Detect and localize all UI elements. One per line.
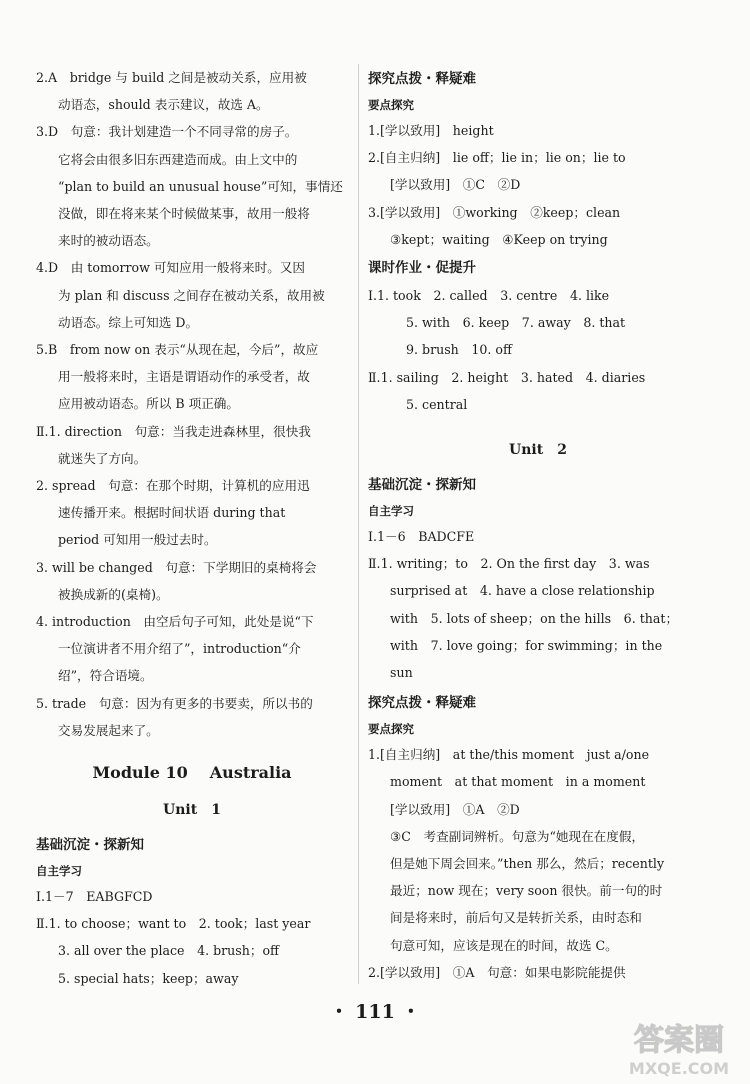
section-heading: 基础沉淀・探新知	[368, 477, 476, 494]
right-column	[368, 64, 708, 986]
answer-line: 4. introduction 由空后句子可知，此处是说“下	[36, 614, 314, 630]
answer-line: 速传播开来。根据时间状语 during that	[58, 505, 286, 521]
answer-line: 5. trade 句意：因为有更多的书要卖，所以书的	[36, 695, 313, 711]
answer-line: 来时的被动语态。	[58, 233, 159, 249]
answers-list-left	[36, 64, 348, 744]
unit-1-answers	[36, 883, 348, 992]
answer-line: 3. all over the place 4. brush；off	[58, 943, 279, 959]
left-column	[36, 64, 348, 992]
answer-line: 交易发展起来了。	[58, 722, 159, 738]
unit-2-title	[368, 436, 708, 464]
answer-line: 用一般将来时，主语是谓语动作的承受者，故	[58, 369, 310, 385]
section-heading: 探究点拨・释疑难	[368, 71, 476, 87]
key-points-answers	[368, 117, 708, 253]
answer-line: with 7. love going；for swimming；in the	[390, 637, 663, 653]
watermark-logo	[617, 1016, 742, 1080]
answer-line: 5. central	[406, 396, 468, 412]
answer-line: 2.A bridge 与 build 之间是被动关系，应用被	[36, 70, 307, 85]
answer-line: 应用被动语态。所以 B 项正确。	[58, 396, 239, 412]
answer-line: 间是将来时，前后句又是转折关系，由时态和	[390, 910, 642, 926]
answer-line: 5. special hats；keep；away	[58, 970, 239, 986]
answer-line: Ⅱ.1. direction 句意：当我走进森林里，很快我	[36, 423, 311, 439]
section-heading: 基础沉淀・探新知	[36, 837, 144, 854]
answer-line: 2.[学以致用] ①A 句意：如果电影院能提供	[368, 964, 626, 980]
answer-line: 动语态。综上可知选 D。	[58, 314, 199, 330]
answer-line: with 5. lots of sheep；on the hills 6. that；	[390, 610, 679, 626]
homework-heading: 课时作业・促提升	[368, 260, 476, 277]
subsection-heading: 要点探究	[368, 722, 414, 737]
answer-line: 绍”，符合语境。	[58, 668, 153, 684]
answer-line: 2.[自主归纳] lie off；lie in；lie on；lie to	[368, 150, 626, 166]
module-title	[36, 758, 348, 788]
subsection-heading: 自主学习	[36, 864, 82, 879]
unit-label: Unit	[509, 442, 544, 459]
answer-line: 3. will be changed 句意：下学期旧的桌椅将会	[36, 559, 317, 575]
answer-line: sun	[390, 665, 413, 681]
answer-line: 句意可知，应该是现在的时间，故选 C。	[390, 937, 618, 953]
answer-line: Ⅰ.1－7 EABGFCD	[36, 889, 153, 905]
answer-line: 9. brush 10. off	[406, 342, 512, 358]
answer-line: ③C 考查副词辨析。句意为“她现在在度假，	[390, 828, 645, 844]
answer-line: moment at that moment in a moment	[390, 774, 646, 790]
answer-line: [学以致用] ①C ②D	[390, 177, 521, 193]
answer-line: 最近；now 现在；very soon 很快。前一句的时	[390, 883, 663, 899]
answer-line: surprised at 4. have a close relationship	[390, 583, 655, 599]
answer-line: 3.D 句意：我计划建造一个不同寻常的房子。	[36, 124, 298, 140]
svg-text:MXQE.COM: MXQE.COM	[628, 1059, 730, 1078]
answer-line: Ⅰ.1. took 2. called 3. centre 4. like	[368, 288, 610, 304]
answer-line: 就迷失了方向。	[58, 450, 147, 466]
unit-label: Unit	[163, 802, 198, 819]
unit-number: 2	[557, 442, 567, 459]
answer-line: 它将会由很多旧东西建造而成。由上文中的	[58, 151, 298, 167]
answer-line: 被换成新的(桌椅)。	[58, 586, 169, 602]
svg-text:答案圈: 答案圈	[634, 1023, 724, 1058]
answer-line: 3.[学以致用] ①working ②keep；clean	[368, 204, 621, 220]
unit-2-answers	[368, 523, 708, 686]
page-number: ・ 111 ・	[329, 1001, 421, 1023]
answer-line: 为 plan 和 discuss 之间存在被动关系，故用被	[58, 287, 325, 303]
answer-line: 动语态，should 表示建议，故选 A。	[58, 97, 269, 113]
answer-line: 1.[自主归纳] at the/this moment just a/one	[368, 747, 650, 763]
answer-line: [学以致用] ①A ②D	[390, 801, 520, 817]
answer-line: 一位演讲者不用介绍了”，introduction“介	[58, 641, 301, 657]
answer-line: Ⅱ.1. sailing 2. height 3. hated 4. diaries	[368, 369, 646, 385]
unit-number: 1	[211, 802, 221, 819]
answer-line: 但是她下周会回来。”then 那么，然后；recently	[390, 856, 665, 872]
module-label: Module 10	[92, 763, 188, 783]
answer-line: Ⅰ.1－6 BADCFE	[368, 529, 475, 545]
answer-line: Ⅱ.1. writing；to 2. On the first day 3. was	[368, 556, 650, 572]
answer-line: 1.[学以致用] height	[368, 123, 494, 138]
answer-line: period 可知用一般过去时。	[58, 532, 217, 548]
answer-line: 2. spread 句意：在那个时期，计算机的应用迅	[36, 478, 310, 494]
unit-2-key-points	[368, 741, 708, 986]
answer-line: 5.B from now on 表示“从现在起，今后”，故应	[36, 342, 319, 358]
answer-line: 5. with 6. keep 7. away 8. that	[406, 315, 626, 331]
subsection-heading: 自主学习	[368, 504, 414, 519]
subsection-heading: 要点探究	[368, 98, 414, 112]
unit-1-title	[36, 796, 348, 824]
answer-line: 没做，即在将来某个时候做某事，故用一般将	[58, 206, 310, 222]
answer-line: ③kept；waiting ④Keep on trying	[390, 231, 608, 247]
answer-line: “plan to build an unusual house”可知，事情还	[58, 178, 343, 194]
answer-line: 4.D 由 tomorrow 可知应用一般将来时。又因	[36, 260, 306, 276]
module-name: Australia	[209, 763, 292, 783]
column-divider	[358, 64, 359, 984]
answer-line: Ⅱ.1. to choose；want to 2. took；last year	[36, 916, 311, 932]
section-heading: 探究点拨・释疑难	[368, 695, 476, 712]
homework-answers	[368, 282, 708, 418]
